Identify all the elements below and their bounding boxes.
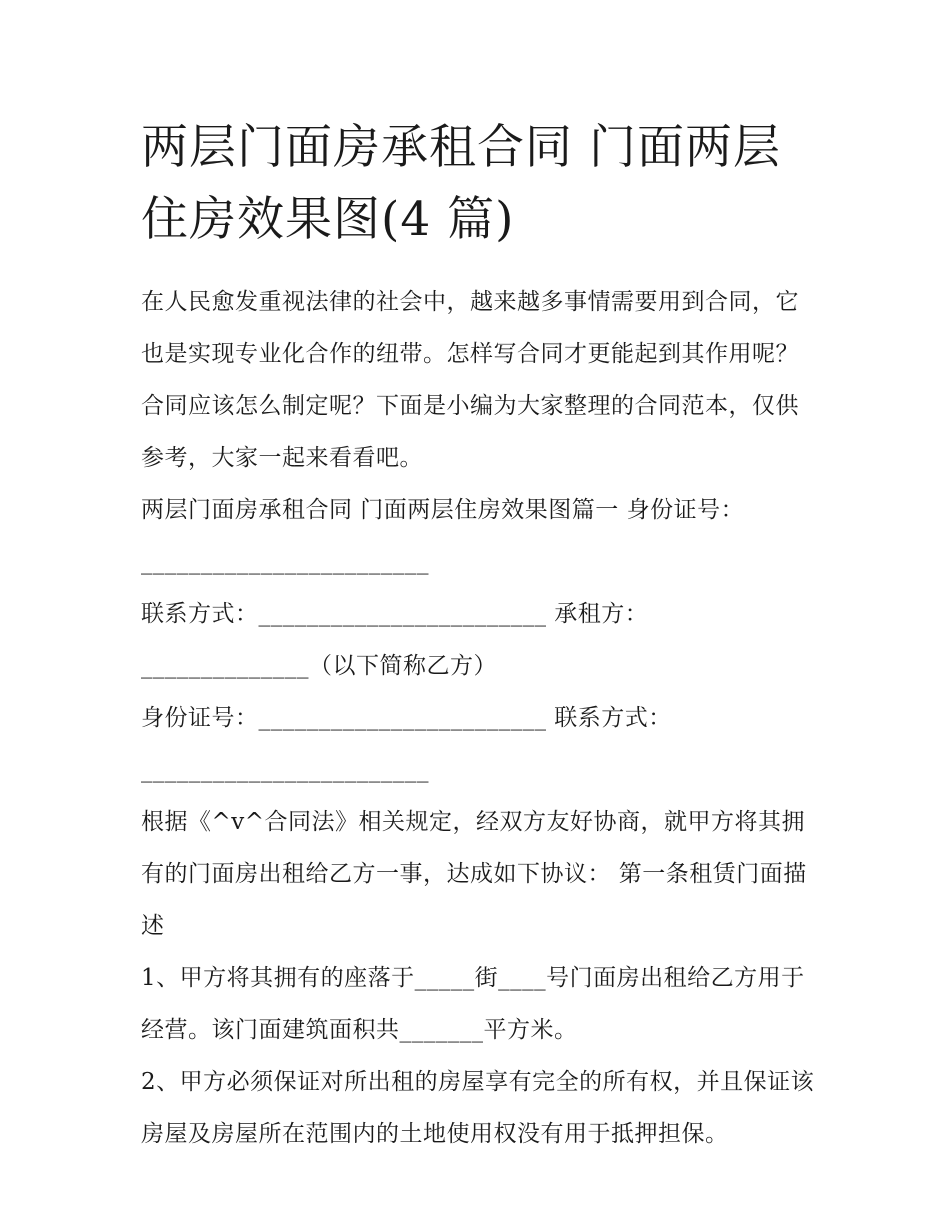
blank-line: ________________________ [141,757,429,783]
agreement-paragraph: 根据《^v^合同法》相关规定，经双方友好协商，就甲方将其拥有的门面房出租给乙方一事，达成如下协议： 第一条租赁门面描述 [141,809,807,939]
id-number-line: 身份证号：________________________ 联系方式： [141,705,672,731]
title-line-1: 两层门面房承租合同 门面两层 [141,120,781,175]
blank-line: ________________________ [141,549,429,575]
contract-heading-paragraph: 两层门面房承租合同 门面两层住房效果图篇一 身份证号： [141,497,745,523]
contact-line: 联系方式：________________________ 承租方： [141,601,649,627]
lessee-line: ______________（以下简称乙方） [141,653,497,679]
intro-paragraph: 在人民愈发重视法律的社会中，越来越多事情需要用到合同，它也是实现专业化合作的纽带。怎样写合同才更能起到其作用呢？合同应该怎么制定呢？下面是小编为大家整理的合同范本，仅供参考，大家一起来看看吧。 [141,289,799,471]
clause-2-paragraph: 2、甲方必须保证对所出租的房屋享有完全的所有权，并且保证该房屋及房屋所在范围内的土地使用权没有用于抵押担保。 [141,1069,815,1147]
title-line-2: 住房效果图(4 篇) [141,192,515,247]
document-title [141,112,821,256]
clause-1-paragraph: 1、甲方将其拥有的座落于_____街____号门面房出租给乙方用于经营。该门面建筑面积共_______平方米。 [141,965,805,1043]
document-page [141,112,821,1160]
